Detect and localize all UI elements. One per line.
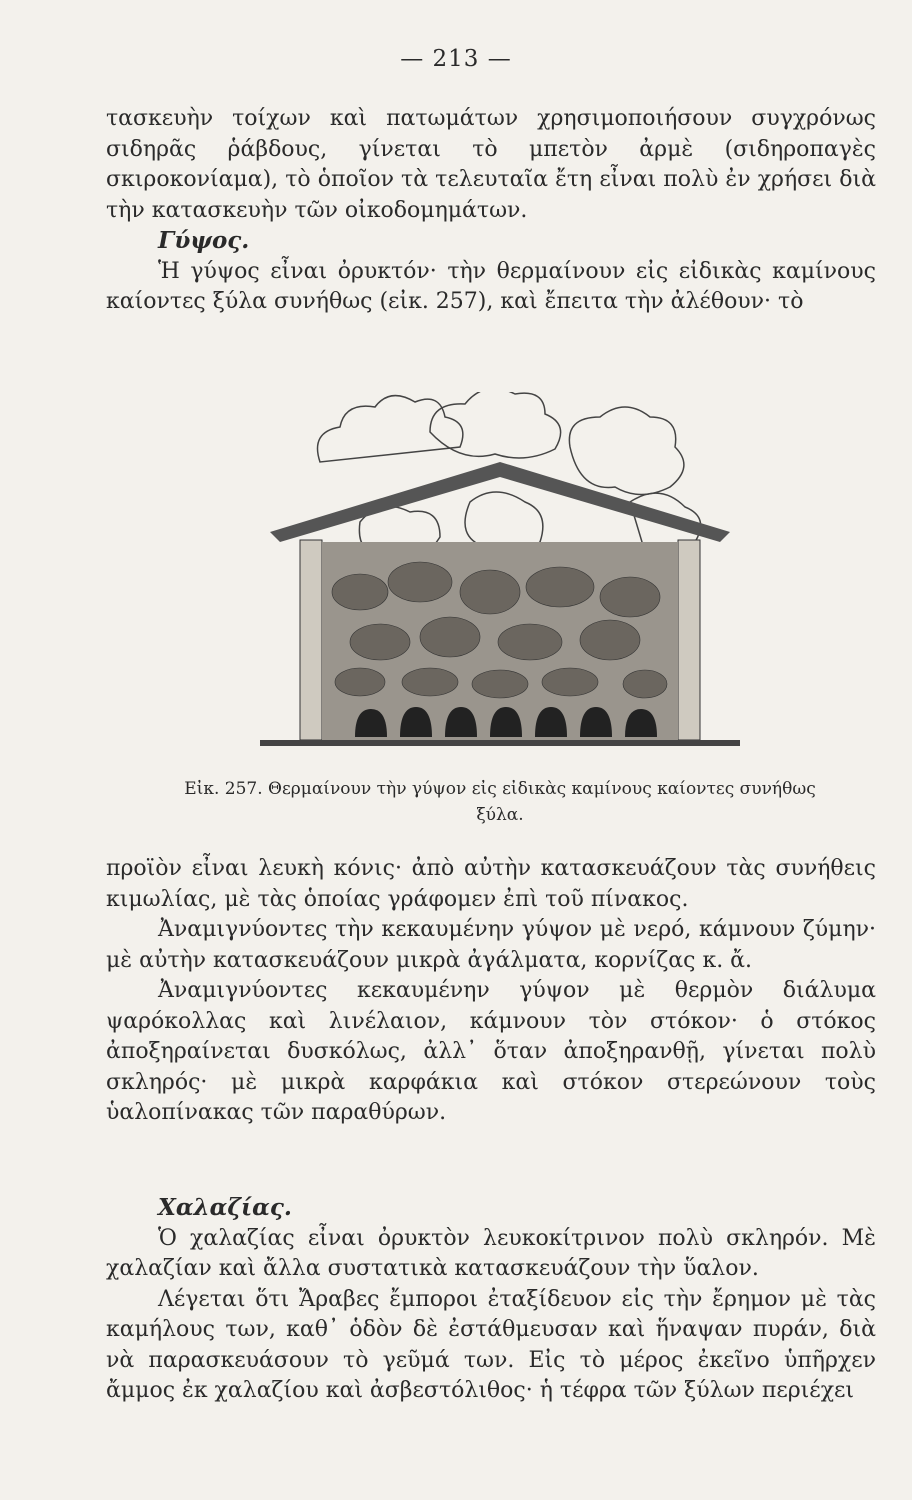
caption-text: Θερμαίνουν τὴν γύψον εἰς εἰδικὰς καμίνους καίοντες συνήθως ξύλα. <box>268 779 816 825</box>
text-block-top <box>106 104 876 318</box>
kiln-illustration <box>250 392 750 760</box>
kiln-wall-left <box>300 540 322 740</box>
page-number: — 213 — <box>400 46 512 72</box>
section-heading-gypsum: Γύψος. <box>158 227 250 254</box>
figure-caption <box>180 776 820 828</box>
paragraph-gypsum: Ἡ γύψος εἶναι ὀρυκτόν· τὴν θερμαίνουν εἰς εἰδικὰς καμίνους καίοντες ξύλα συνήθως (εἰκ. 257), καὶ ἔπειτα τὴν ἀλέθουν· τὸ <box>106 258 876 314</box>
text-block-middle <box>106 854 876 1129</box>
paragraph: τασκευὴν τοίχων καὶ πατωμάτων χρησιμοποιήσουν συγχρόνως σιδηρᾶς ῥάβδους, γίνεται τὸ μπετὸν ἀρμὲ (σιδηροπαγὲς σκιροκονίαμα), τὸ ὁποῖον τὰ τελευταῖα ἔτη εἶναι πολὺ ἐν χρήσει διὰ τὴν κατασκευὴν τῶν οἰκοδομημάτων. <box>106 106 876 223</box>
paragraph: Ἀναμιγνύοντες τὴν κεκαυμένην γύψον μὲ νερό, κάμνουν ζύμην· μὲ αὐτὴν κατασκευάζουν μικρὰ ἀγάλματα, κορνίζας κ. ἄ. <box>106 917 876 973</box>
paragraph: Λέγεται ὅτι Ἄραβες ἔμποροι ἐταξίδευον εἰς τὴν ἔρημον μὲ τὰς καμήλους των, καθ᾽ ὁδὸν δὲ ἐστάθμευσαν καὶ ἥναψαν πυράν, διὰ νὰ παρασκευάσουν τὸ γεῦμά των. Εἰς τὸ μέρος ἐκεῖνο ὑπῆρχεν ἄμμος ἐκ χαλαζίου καὶ ἀσβεστόλιθος· ἡ τέφρα τῶν ξύλων περιέχει <box>106 1286 876 1403</box>
text-block-bottom <box>106 1193 876 1407</box>
paragraph: Ὁ χαλαζίας εἶναι ὀρυκτὸν λευκοκίτρινον πολὺ σκληρόν. Μὲ χαλαζίαν καὶ ἄλλα συστατικὰ κατασκευάζουν τὴν ὕαλον. <box>106 1225 876 1281</box>
ground-line <box>260 740 740 746</box>
kiln-roof <box>270 462 730 542</box>
paragraph: Ἀναμιγνύοντες κεκαυμένην γύψον μὲ θερμὸν διάλυμα ψαρόκολλας καὶ λινέλαιον, κάμνουν τὸν στόκον· ὁ στόκος ἀποξηραίνεται δυσκόλως, ἀλλ᾽ ὅταν ἀποξηρανθῇ, γίνεται πολὺ σκληρός· μὲ μικρὰ καρφάκια καὶ στόκον στερεώνουν τοὺς ὑαλοπίνακας τῶν παραθύρων. <box>106 978 876 1125</box>
section-heading-quartz: Χαλαζίας. <box>158 1194 292 1221</box>
caption-label: Εἰκ. 257. <box>184 779 263 799</box>
kiln-wall-right <box>678 540 700 740</box>
paragraph: προϊὸν εἶναι λευκὴ κόνις· ἀπὸ αὐτὴν κατασκευάζουν τὰς συνήθεις κιμωλίας, μὲ τὰς ὁποίας γράφομεν ἐπὶ τοῦ πίνακος. <box>106 856 876 912</box>
